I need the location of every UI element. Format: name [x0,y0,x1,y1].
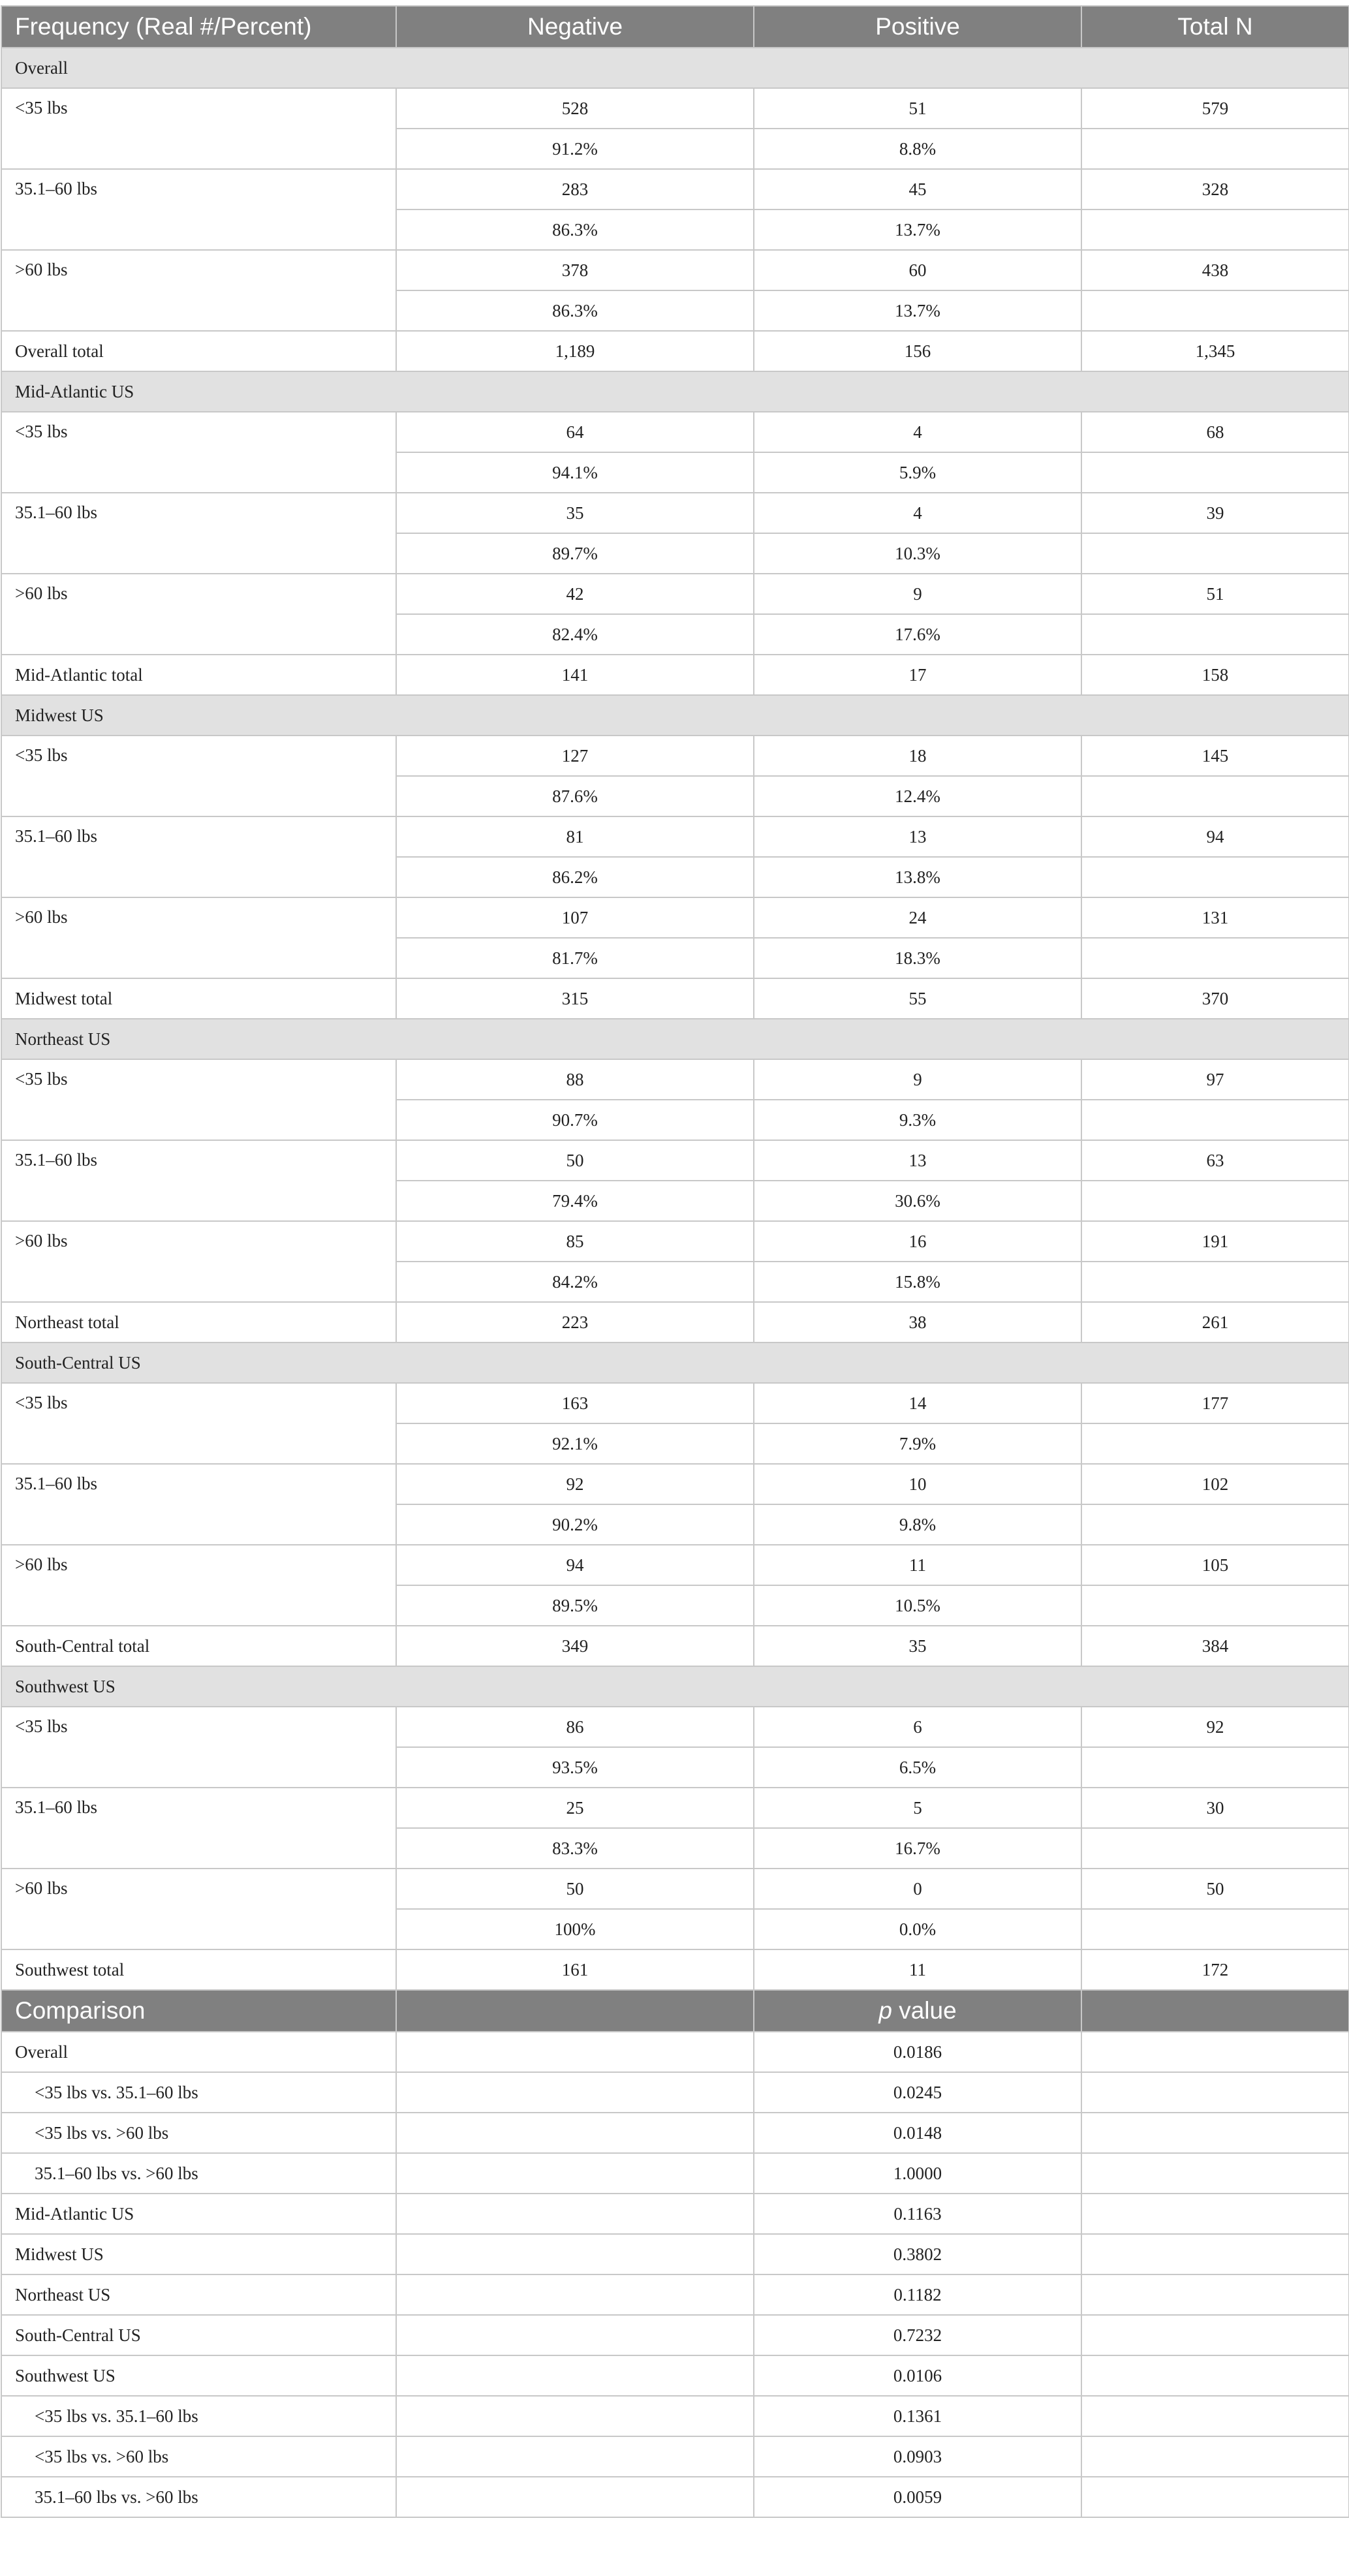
header-positive: Positive [754,6,1081,48]
region-total-n: 172 [1081,1949,1349,1990]
comparison-empty-2 [1081,2153,1349,2194]
comparison-p-value: 0.1163 [754,2194,1081,2234]
weight-count-row [1,493,1349,533]
region-total-positive: 156 [754,331,1081,371]
region-total-negative: 223 [396,1302,754,1342]
header-total-n: Total N [1081,6,1349,48]
total-percent-empty [1081,1504,1349,1545]
comparison-empty [396,2274,754,2315]
weight-count-row [1,1464,1349,1504]
negative-percent: 82.4% [396,614,754,655]
region-section-row [1,695,1349,736]
negative-count: 25 [396,1788,754,1828]
total-count: 30 [1081,1788,1349,1828]
positive-percent: 6.5% [754,1747,1081,1788]
positive-count: 18 [754,736,1081,776]
negative-percent: 86.3% [396,290,754,331]
region-total-label: Southwest total [1,1949,396,1990]
positive-count: 0 [754,1869,1081,1909]
region-total-negative: 349 [396,1626,754,1666]
region-name: South-Central US [1,1342,1349,1383]
positive-count: 60 [754,250,1081,290]
negative-percent: 91.2% [396,129,754,169]
total-percent-empty [1081,614,1349,655]
weight-class-label: >60 lbs [1,1221,396,1302]
weight-count-row [1,1221,1349,1262]
region-total-n: 158 [1081,655,1349,695]
negative-count: 50 [396,1869,754,1909]
comparison-empty [396,2153,754,2194]
total-percent-empty [1081,533,1349,574]
positive-count: 4 [754,493,1081,533]
region-name: Mid-Atlantic US [1,371,1349,412]
total-count: 145 [1081,736,1349,776]
region-total-n: 1,345 [1081,331,1349,371]
negative-count: 378 [396,250,754,290]
comparison-empty-2 [1081,2274,1349,2315]
comparison-label: <35 lbs vs. 35.1–60 lbs [1,2072,396,2113]
total-count: 438 [1081,250,1349,290]
region-total-row [1,978,1349,1019]
weight-class-label: >60 lbs [1,1545,396,1626]
p-value-suffix: value [892,1997,957,2024]
weight-count-row [1,574,1349,614]
weight-count-row [1,412,1349,452]
comparison-empty-2 [1081,2477,1349,2517]
comparison-empty [396,2032,754,2072]
positive-count: 6 [754,1707,1081,1747]
comparison-row [1,2234,1349,2274]
positive-count: 9 [754,1059,1081,1100]
weight-class-label: <35 lbs [1,412,396,493]
negative-count: 86 [396,1707,754,1747]
positive-count: 13 [754,1140,1081,1181]
total-count: 191 [1081,1221,1349,1262]
comparison-empty-2 [1081,2436,1349,2477]
comparison-empty-2 [1081,2072,1349,2113]
weight-count-row [1,1140,1349,1181]
comparison-empty [396,2113,754,2153]
positive-percent: 10.5% [754,1585,1081,1626]
weight-class-label: >60 lbs [1,574,396,655]
negative-count: 528 [396,88,754,129]
comparison-row [1,2315,1349,2355]
positive-percent: 18.3% [754,938,1081,978]
weight-class-label: <35 lbs [1,88,396,169]
comparison-label: South-Central US [1,2315,396,2355]
negative-count: 81 [396,816,754,857]
header-p-value [754,1990,1081,2032]
comparison-row [1,2113,1349,2153]
region-total-negative: 1,189 [396,331,754,371]
region-total-positive: 38 [754,1302,1081,1342]
total-percent-empty [1081,129,1349,169]
total-count: 50 [1081,1869,1349,1909]
total-percent-empty [1081,1100,1349,1140]
region-total-row [1,655,1349,695]
comparison-row [1,2072,1349,2113]
comparison-empty [396,2315,754,2355]
region-total-row [1,1949,1349,1990]
weight-class-label: <35 lbs [1,736,396,816]
header-negative: Negative [396,6,754,48]
positive-count: 14 [754,1383,1081,1423]
comparison-p-value: 0.0148 [754,2113,1081,2153]
comparison-empty-2 [1081,2396,1349,2436]
weight-class-label: >60 lbs [1,897,396,978]
positive-count: 9 [754,574,1081,614]
region-name: Overall [1,48,1349,88]
weight-class-label: <35 lbs [1,1707,396,1788]
comparison-empty [396,2072,754,2113]
comparison-empty-2 [1081,2355,1349,2396]
table-header-row [1,6,1349,48]
comparison-p-value: 0.3802 [754,2234,1081,2274]
weight-class-label: 35.1–60 lbs [1,1140,396,1221]
negative-percent: 79.4% [396,1181,754,1221]
comparison-p-value: 1.0000 [754,2153,1081,2194]
negative-percent: 86.3% [396,209,754,250]
positive-percent: 13.8% [754,857,1081,897]
comparison-label: <35 lbs vs. >60 lbs [1,2113,396,2153]
weight-class-label: >60 lbs [1,1869,396,1949]
comparison-p-value: 0.0903 [754,2436,1081,2477]
weight-count-row [1,816,1349,857]
weight-class-label: 35.1–60 lbs [1,816,396,897]
comparison-row [1,2355,1349,2396]
weight-count-row [1,169,1349,209]
comparison-row [1,2477,1349,2517]
negative-percent: 81.7% [396,938,754,978]
region-name: Midwest US [1,695,1349,736]
comparison-header-row [1,1990,1349,2032]
region-total-row [1,1626,1349,1666]
positive-count: 45 [754,169,1081,209]
negative-percent: 86.2% [396,857,754,897]
comparison-empty [396,2355,754,2396]
total-percent-empty [1081,1585,1349,1626]
region-total-positive: 35 [754,1626,1081,1666]
positive-percent: 16.7% [754,1828,1081,1869]
region-total-negative: 315 [396,978,754,1019]
positive-percent: 10.3% [754,533,1081,574]
total-count: 579 [1081,88,1349,129]
positive-percent: 7.9% [754,1423,1081,1464]
comparison-row [1,2194,1349,2234]
negative-count: 85 [396,1221,754,1262]
positive-percent: 5.9% [754,452,1081,493]
positive-count: 10 [754,1464,1081,1504]
region-total-label: South-Central total [1,1626,396,1666]
comparison-row [1,2396,1349,2436]
total-count: 97 [1081,1059,1349,1100]
weight-class-label: 35.1–60 lbs [1,169,396,250]
weight-count-row [1,88,1349,129]
positive-percent: 9.8% [754,1504,1081,1545]
weight-class-label: 35.1–60 lbs [1,493,396,574]
total-count: 63 [1081,1140,1349,1181]
total-percent-empty [1081,1262,1349,1302]
total-percent-empty [1081,290,1349,331]
region-total-negative: 161 [396,1949,754,1990]
negative-count: 92 [396,1464,754,1504]
comparison-empty [396,2234,754,2274]
total-percent-empty [1081,1423,1349,1464]
positive-count: 16 [754,1221,1081,1262]
header-comparison: Comparison [1,1990,396,2032]
total-count: 177 [1081,1383,1349,1423]
positive-count: 51 [754,88,1081,129]
positive-count: 5 [754,1788,1081,1828]
comparison-label: <35 lbs vs. 35.1–60 lbs [1,2396,396,2436]
negative-percent: 84.2% [396,1262,754,1302]
comparison-p-value: 0.0106 [754,2355,1081,2396]
weight-class-label: <35 lbs [1,1059,396,1140]
comparison-empty-2 [1081,2113,1349,2153]
p-italic: p [878,1997,892,2024]
total-count: 39 [1081,493,1349,533]
region-total-negative: 141 [396,655,754,695]
negative-percent: 89.7% [396,533,754,574]
total-count: 105 [1081,1545,1349,1585]
comparison-empty [396,2436,754,2477]
header-empty-2 [1081,1990,1349,2032]
total-percent-empty [1081,1181,1349,1221]
weight-class-label: >60 lbs [1,250,396,331]
region-total-row [1,1302,1349,1342]
weight-count-row [1,1788,1349,1828]
total-percent-empty [1081,1747,1349,1788]
comparison-row [1,2436,1349,2477]
weight-count-row [1,1383,1349,1423]
frequency-table [1,5,1349,2518]
total-percent-empty [1081,209,1349,250]
positive-count: 24 [754,897,1081,938]
comparison-label: Northeast US [1,2274,396,2315]
weight-count-row [1,1059,1349,1100]
region-total-positive: 55 [754,978,1081,1019]
region-section-row [1,1019,1349,1059]
region-total-row [1,331,1349,371]
region-section-row [1,371,1349,412]
negative-percent: 100% [396,1909,754,1949]
table-body [1,6,1349,2517]
comparison-p-value: 0.1361 [754,2396,1081,2436]
comparison-empty-2 [1081,2194,1349,2234]
weight-count-row [1,1869,1349,1909]
negative-percent: 94.1% [396,452,754,493]
comparison-empty [396,2194,754,2234]
region-total-label: Midwest total [1,978,396,1019]
comparison-p-value: 0.7232 [754,2315,1081,2355]
negative-percent: 90.2% [396,1504,754,1545]
positive-percent: 13.7% [754,209,1081,250]
positive-percent: 0.0% [754,1909,1081,1949]
comparison-label: Mid-Atlantic US [1,2194,396,2234]
negative-percent: 83.3% [396,1828,754,1869]
weight-count-row [1,897,1349,938]
total-count: 51 [1081,574,1349,614]
positive-count: 4 [754,412,1081,452]
positive-percent: 8.8% [754,129,1081,169]
weight-class-label: <35 lbs [1,1383,396,1464]
total-percent-empty [1081,1828,1349,1869]
weight-count-row [1,250,1349,290]
comparison-row [1,2153,1349,2194]
comparison-row [1,2274,1349,2315]
region-total-n: 261 [1081,1302,1349,1342]
comparison-row [1,2032,1349,2072]
comparison-label: 35.1–60 lbs vs. >60 lbs [1,2153,396,2194]
region-section-row [1,1342,1349,1383]
comparison-empty [396,2477,754,2517]
total-percent-empty [1081,452,1349,493]
comparison-empty-2 [1081,2315,1349,2355]
comparison-empty [396,2396,754,2436]
weight-count-row [1,1545,1349,1585]
comparison-label: 35.1–60 lbs vs. >60 lbs [1,2477,396,2517]
negative-count: 64 [396,412,754,452]
comparison-empty-2 [1081,2032,1349,2072]
region-total-n: 370 [1081,978,1349,1019]
region-total-n: 384 [1081,1626,1349,1666]
comparison-p-value: 0.0186 [754,2032,1081,2072]
comparison-p-value: 0.0059 [754,2477,1081,2517]
weight-count-row [1,736,1349,776]
negative-count: 42 [396,574,754,614]
negative-count: 94 [396,1545,754,1585]
negative-percent: 93.5% [396,1747,754,1788]
region-section-row [1,1666,1349,1707]
total-count: 102 [1081,1464,1349,1504]
region-section-row [1,48,1349,88]
comparison-p-value: 0.1182 [754,2274,1081,2315]
positive-percent: 17.6% [754,614,1081,655]
comparison-label: <35 lbs vs. >60 lbs [1,2436,396,2477]
total-percent-empty [1081,776,1349,816]
weight-class-label: 35.1–60 lbs [1,1464,396,1545]
total-count: 328 [1081,169,1349,209]
region-name: Northeast US [1,1019,1349,1059]
comparison-label: Overall [1,2032,396,2072]
header-frequency: Frequency (Real #/Percent) [1,6,396,48]
comparison-p-value: 0.0245 [754,2072,1081,2113]
region-total-label: Overall total [1,331,396,371]
total-count: 94 [1081,816,1349,857]
negative-count: 35 [396,493,754,533]
weight-class-label: 35.1–60 lbs [1,1788,396,1869]
negative-count: 88 [396,1059,754,1100]
negative-count: 127 [396,736,754,776]
positive-percent: 13.7% [754,290,1081,331]
comparison-label: Midwest US [1,2234,396,2274]
positive-percent: 9.3% [754,1100,1081,1140]
total-count: 68 [1081,412,1349,452]
comparison-empty-2 [1081,2234,1349,2274]
region-total-positive: 11 [754,1949,1081,1990]
positive-percent: 15.8% [754,1262,1081,1302]
total-count: 92 [1081,1707,1349,1747]
negative-count: 283 [396,169,754,209]
region-total-label: Northeast total [1,1302,396,1342]
region-name: Southwest US [1,1666,1349,1707]
header-empty-1 [396,1990,754,2032]
negative-count: 50 [396,1140,754,1181]
total-count: 131 [1081,897,1349,938]
negative-percent: 87.6% [396,776,754,816]
positive-percent: 12.4% [754,776,1081,816]
comparison-label: Southwest US [1,2355,396,2396]
negative-count: 107 [396,897,754,938]
weight-count-row [1,1707,1349,1747]
total-percent-empty [1081,1909,1349,1949]
negative-percent: 90.7% [396,1100,754,1140]
total-percent-empty [1081,938,1349,978]
region-total-label: Mid-Atlantic total [1,655,396,695]
positive-percent: 30.6% [754,1181,1081,1221]
positive-count: 11 [754,1545,1081,1585]
negative-percent: 89.5% [396,1585,754,1626]
region-total-positive: 17 [754,655,1081,695]
positive-count: 13 [754,816,1081,857]
negative-percent: 92.1% [396,1423,754,1464]
total-percent-empty [1081,857,1349,897]
negative-count: 163 [396,1383,754,1423]
